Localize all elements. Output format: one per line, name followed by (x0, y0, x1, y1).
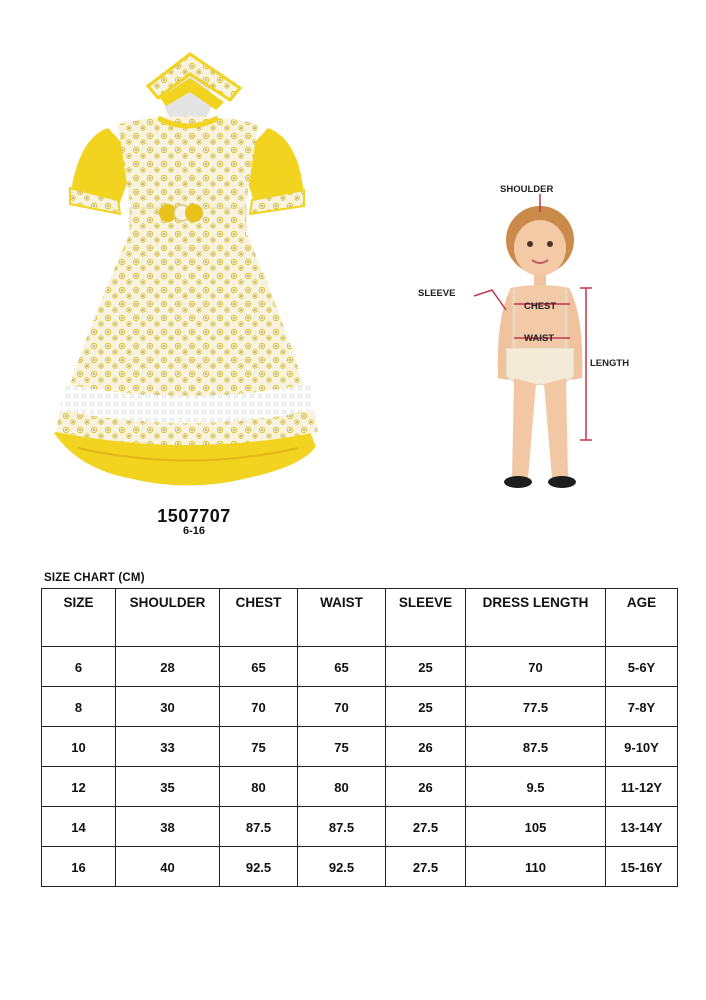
cell-chest: 87.5 (220, 807, 298, 847)
child-figure-illustration (410, 178, 650, 498)
length-label: LENGTH (590, 358, 630, 369)
cell-age: 5-6Y (606, 647, 678, 687)
cell-chest: 92.5 (220, 847, 298, 887)
cell-dress-length: 9.5 (466, 767, 606, 807)
table-row (42, 687, 678, 727)
waist-label: WAIST (524, 333, 555, 344)
cell-age: 7-8Y (606, 687, 678, 727)
table-row (42, 807, 678, 847)
cell-age: 9-10Y (606, 727, 678, 767)
cell-shoulder: 28 (116, 647, 220, 687)
cell-dress-length: 87.5 (466, 727, 606, 767)
header-shoulder: SHOULDER (116, 589, 220, 647)
table-row (42, 767, 678, 807)
cell-waist: 92.5 (298, 847, 386, 887)
header-sleeve: SLEEVE (386, 589, 466, 647)
dress-illustration (48, 48, 328, 498)
header-chest: CHEST (220, 589, 298, 647)
cell-dress-length: 70 (466, 647, 606, 687)
size-chart-caption: SIZE CHART (CM) (44, 572, 145, 584)
measurement-diagram (410, 178, 650, 498)
cell-shoulder: 35 (116, 767, 220, 807)
cell-size: 8 (42, 687, 116, 727)
cell-size: 6 (42, 647, 116, 687)
cell-shoulder: 38 (116, 807, 220, 847)
size-chart-header-row (42, 589, 678, 647)
cell-chest: 70 (220, 687, 298, 727)
product-image (48, 48, 328, 498)
table-row (42, 647, 678, 687)
product-code: 1507707 (157, 506, 231, 526)
cell-shoulder: 40 (116, 847, 220, 887)
cell-waist: 80 (298, 767, 386, 807)
cell-chest: 65 (220, 647, 298, 687)
cell-sleeve: 25 (386, 687, 466, 727)
cell-shoulder: 30 (116, 687, 220, 727)
cell-age: 15-16Y (606, 847, 678, 887)
cell-dress-length: 105 (466, 807, 606, 847)
cell-shoulder: 33 (116, 727, 220, 767)
header-size: SIZE (42, 589, 116, 647)
product-size-range: 6-16 (182, 525, 206, 537)
cell-waist: 75 (298, 727, 386, 767)
cell-sleeve: 26 (386, 767, 466, 807)
cell-sleeve: 26 (386, 727, 466, 767)
header-dress-length: DRESS LENGTH (466, 589, 606, 647)
table-row (42, 727, 678, 767)
chest-label: CHEST (524, 301, 557, 312)
cell-sleeve: 27.5 (386, 807, 466, 847)
cell-sleeve: 27.5 (386, 847, 466, 887)
cell-waist: 65 (298, 647, 386, 687)
cell-dress-length: 110 (466, 847, 606, 887)
header-age: AGE (606, 589, 678, 647)
cell-sleeve: 25 (386, 647, 466, 687)
cell-size: 14 (42, 807, 116, 847)
shoulder-label: SHOULDER (500, 184, 554, 195)
cell-size: 12 (42, 767, 116, 807)
cell-waist: 87.5 (298, 807, 386, 847)
cell-waist: 70 (298, 687, 386, 727)
cell-dress-length: 77.5 (466, 687, 606, 727)
table-row (42, 847, 678, 887)
cell-size: 10 (42, 727, 116, 767)
header-waist: WAIST (298, 589, 386, 647)
cell-chest: 75 (220, 727, 298, 767)
size-chart-table (41, 588, 678, 887)
cell-age: 13-14Y (606, 807, 678, 847)
sleeve-label: SLEEVE (418, 288, 456, 299)
cell-chest: 80 (220, 767, 298, 807)
cell-age: 11-12Y (606, 767, 678, 807)
cell-size: 16 (42, 847, 116, 887)
